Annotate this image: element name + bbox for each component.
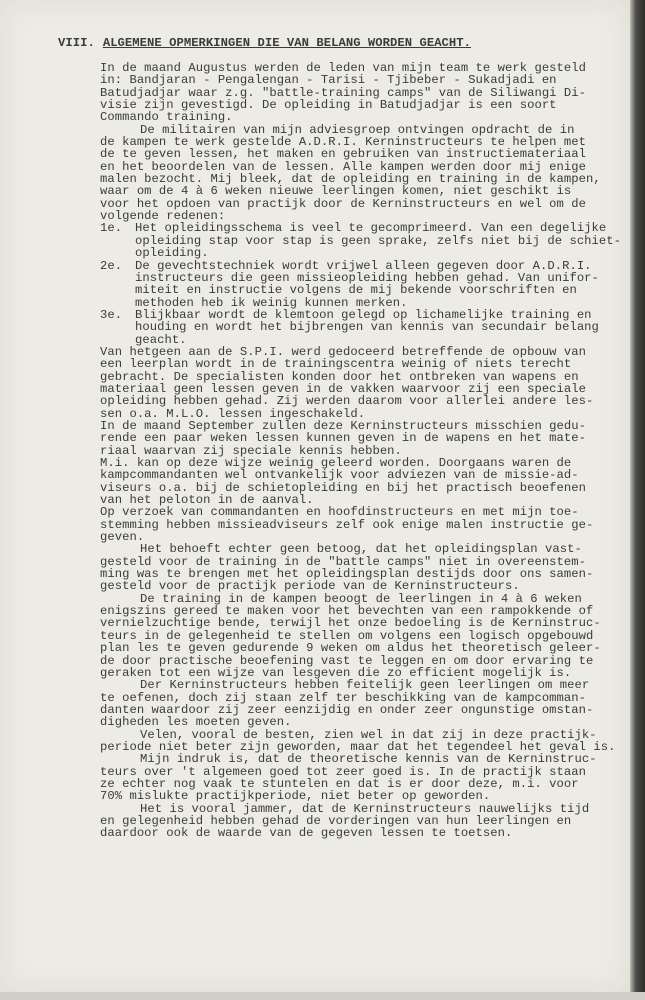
text-line: De gevechtstechniek wordt vrijwel alleen gegeven door A.D.R.I.	[135, 258, 592, 273]
paragraph	[100, 62, 620, 124]
text-line: geacht.	[135, 332, 187, 347]
text-line: 70% mislukte practijkperiode, niet beter op geworden.	[100, 789, 491, 804]
text-line: viseurs o.a. bij de schietopleiding en bij het practisch beoefenen	[100, 480, 587, 495]
item-label: 3e.	[100, 307, 123, 322]
paragraph	[100, 457, 620, 506]
text-line: geraken tot een wijze van lesgeven die zo efficient mogelijk is.	[100, 665, 572, 680]
text-line: gesteld voor de training in de "battle camps" niet in overeenstem-	[100, 554, 587, 569]
text-line: een leerplan wordt in de trainingscentra weinig of niets terecht	[100, 357, 572, 372]
text-line: Het is vooral jammer, dat de Kerninstructeurs nauwelijks tijd	[140, 801, 590, 816]
text-line: de kampen te werk gestelde A.D.R.I. Kerninstructeurs te helpen met	[100, 135, 587, 150]
text-line: danten waardoor zij zeer eenzijdig en onder zeer ongunstige omstan-	[100, 702, 594, 717]
text-line: volgende redenen:	[100, 209, 226, 224]
paragraph	[100, 506, 620, 543]
item-label: 1e.	[100, 221, 123, 236]
text-line: plan les te geven gedurende 9 weken om aldus het theoretisch geleer-	[100, 641, 601, 656]
paragraph	[100, 803, 620, 840]
text-line: visie zijn gevestigd. De opleiding in Batudjadjar is een soort	[100, 98, 557, 113]
item-text	[135, 222, 621, 259]
paragraph	[100, 753, 620, 802]
text-line: opleiding hebben gehad. Zij werden daarom voor allerlei andere les-	[100, 394, 594, 409]
section-heading	[58, 37, 471, 49]
text-line: Van hetgeen aan de S.P.I. werd gedoceerd betreffende de opbouw van	[100, 344, 587, 359]
text-line: Commando training.	[100, 110, 233, 125]
text-line: miteit en instructie volgens de mij bekende voorschriften en	[135, 283, 577, 298]
text-line: te oefenen, doch zij staan zelf ter beschikking van de kampcomman-	[100, 690, 587, 705]
text-line: Het opleidingsschema is veel te gecomprimeerd. Van een degelijke	[135, 221, 607, 236]
text-line: enigszins gereed te maken voor het bevechten van een rampokkende of	[100, 604, 594, 619]
text-line: De training in de kampen beoogt de leerlingen in 4 à 6 weken	[140, 591, 582, 606]
text-line: teurs in de gelegenheid te stellen om volgens een logisch opgebouwd	[100, 628, 594, 643]
text-line: methoden heb ik weinig kunnen merken.	[135, 295, 408, 310]
numbered-item	[100, 222, 620, 259]
text-line: In de maand Augustus werden de leden van mijn team te werk gesteld	[100, 61, 587, 75]
section-number: VIII.	[58, 36, 95, 50]
text-line: opleiding stap voor stap is geen sprake, zelfs niet bij de schiet-	[135, 233, 622, 248]
text-line: sen o.a. M.L.O. lessen ingeschakeld.	[100, 406, 366, 421]
text-line: Mijn indruk is, dat de theoretische kennis van de Kerninstruc-	[140, 752, 597, 767]
text-line: gesteld voor de practijk periode van de Kerninstructeurs.	[100, 579, 520, 594]
text-line: teurs over 't algemeen goed tot zeer goed is. In de practijk staan	[100, 764, 587, 779]
text-line: en gelegenheid hebben gehad de vorderingen van hun leerlingen en	[100, 813, 572, 828]
text-line: Velen, vooral de besten, zien wel in dat zij in deze practijk-	[140, 727, 597, 742]
text-line: digheden les moeten geven.	[100, 715, 292, 730]
text-line: Blijkbaar wordt de klemtoon gelegd op lichamelijke training en	[135, 307, 592, 322]
page-bottom-edge	[0, 992, 645, 1000]
numbered-item	[100, 260, 620, 309]
paragraph	[100, 124, 620, 223]
text-line: houding en wordt het bijbrengen van kennis van secundair belang	[135, 320, 599, 335]
paragraph	[100, 346, 620, 420]
text-line: gebracht. De specialisten konden door het ontbreken van wapens en	[100, 369, 579, 384]
item-text	[135, 260, 620, 309]
text-line: geven.	[100, 530, 145, 545]
text-line: voor het opdoen van practijk door de Kerninstructeurs en wel om de	[100, 196, 587, 211]
text-line: van het peloton in de aanval.	[100, 493, 314, 508]
text-line: materiaal geen lessen geven in de vakken waarvoor zij een speciale	[100, 381, 587, 396]
paragraph	[100, 543, 620, 592]
text-line: waar om de 4 à 6 weken nieuwe leerlingen komen, niet geschikt is	[100, 184, 572, 199]
document-body	[100, 62, 620, 840]
text-line: riaal waarvan zij speciale kennis hebben.	[100, 443, 402, 458]
paragraph	[100, 679, 620, 728]
item-label: 2e.	[100, 258, 123, 273]
text-line: kampcommandanten wel ontvankelijk voor adviezen van de missie-ad-	[100, 468, 579, 483]
text-line: Het behoeft echter geen betoog, dat het opleidingsplan vast-	[140, 542, 582, 557]
text-line: Batudjadjar waar z.g. "battle-training camps" van de Siliwangi Di-	[100, 85, 587, 100]
page-edge-shadow	[630, 0, 645, 1000]
paragraph	[100, 729, 620, 754]
text-line: in: Bandjaran - Pengalengan - Tarisi - Tjibeber - Sukadjadi en	[100, 73, 557, 88]
text-line: In de maand September zullen deze Kerninstructeurs misschien gedu-	[100, 418, 587, 433]
text-line: opleiding.	[135, 246, 209, 261]
paragraph	[100, 593, 620, 679]
text-line: Der Kerninstructeurs hebben feitelijk geen leerlingen om meer	[140, 678, 590, 693]
text-line: vernielzuchtige bende, terwijl het onze bedoeling is de Kerninstruc-	[100, 616, 601, 631]
text-line: instructeurs die geen missieopleiding hebben gehad. Van unifor-	[135, 270, 599, 285]
text-line: malen bezocht. Mij bleek, dat de opleiding en training in de kampen,	[100, 172, 601, 187]
text-line: De militairen van mijn adviesgroep ontvingen opdracht de in	[140, 122, 575, 137]
paragraph	[100, 420, 620, 457]
text-line: de te geven lessen, het maken en gebruiken van instructiemateriaal	[100, 147, 587, 162]
numbered-item	[100, 309, 620, 346]
text-line: M.i. kan op deze wijze weinig geleerd worden. Doorgaans waren de	[100, 456, 572, 470]
text-line: ming was te brengen met het opleidingsplan destijds door ons samen-	[100, 567, 594, 582]
text-line: daardoor ook de waarde van de gegeven lessen te toetsen.	[100, 826, 513, 841]
text-line: de door practische beoefening vast te leggen en om door ervaring te	[100, 653, 594, 668]
text-line: periode niet beter zijn geworden, maar dat het tegendeel het geval is.	[100, 739, 616, 754]
item-text	[135, 309, 620, 346]
text-line: Op verzoek van commandanten en hoofdinstructeurs en met mijn toe-	[100, 505, 579, 520]
text-line: stemming hebben missieadviseurs zelf ook enige malen instructie ge-	[100, 517, 594, 532]
text-line: en het beoordelen van de lessen. Alle kampen werden door mij enige	[100, 159, 587, 174]
text-line: ze echter nog vaak te stuntelen en dat is er door deze, m.i. voor	[100, 776, 579, 791]
section-title: ALGEMENE OPMERKINGEN DIE VAN BELANG WORDEN GEACHT.	[102, 36, 472, 50]
text-line: rende een paar weken lessen kunnen geven in de wapens en het mate-	[100, 431, 587, 446]
